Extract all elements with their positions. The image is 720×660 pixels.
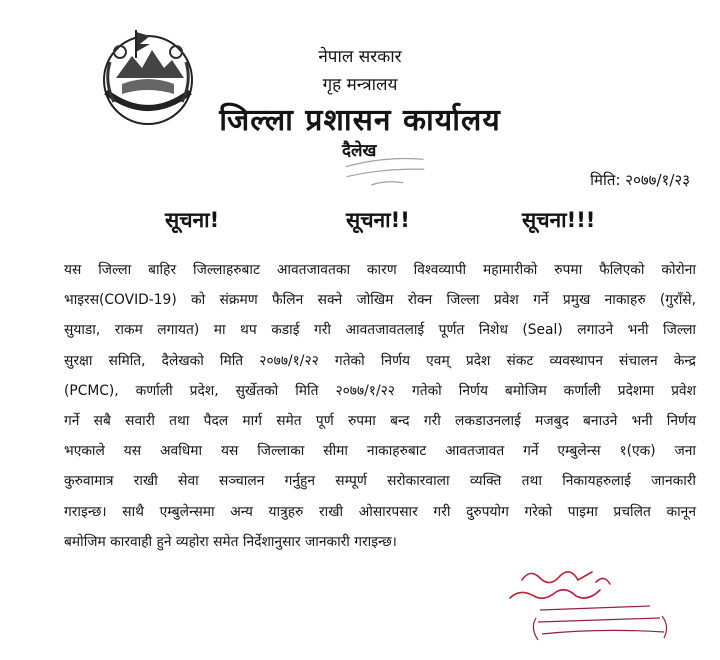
body-line: भाइरस(COVID-19) को संक्रमण फैलिन सक्ने जोखिम रोक्न जिल्ला प्रवेश गर्ने प्रमुख नाकाहरु (गुराँसे, — [64, 292, 696, 309]
body-line: सुरक्षा समिति, दैलेखको मिति २०७७/१/२२ गतेको निर्णय एवम् प्रदेश संकट व्यवस्थापन संचालन केन्द्र — [64, 352, 696, 369]
office-title: जिल्ला प्रशासन कार्यालय — [219, 103, 501, 138]
notice-heading-2: सूचना!! — [346, 208, 410, 232]
issue-date: मिति: २०७७/१/२३ — [590, 171, 690, 189]
district-name: दैलेख — [342, 141, 377, 161]
body-line: कुरुवामात्र राखी सेवा सञ्चालन गर्नुहुन सम्पूर्ण सरोकारवाला व्यक्ति तथा निकायहरुलाई जानकारी — [64, 473, 696, 490]
notice-body — [64, 255, 696, 557]
office-seal-icon — [338, 139, 431, 195]
notice-heading-1: सूचना! — [165, 208, 220, 232]
signature-stamp-icon — [500, 558, 700, 648]
body-line: भएकाले यस अवधिमा यस जिल्लाका सीमा नाकाहरुबाट आवतजावत गर्ने एम्बुलेन्स १(एक) जना — [64, 443, 696, 460]
body-line: गर्ने सबै सवारी तथा पैदल मार्ग समेत पूर्ण रुपमा बन्द गरी लकडाउनलाई मजबुद बनाउने भनी निर्णय — [64, 413, 696, 430]
body-line: गराइन्छ। साथै एम्बुलेन्समा अन्य यात्रुहरु राखी ओसारपसार गरी दुरुपयोग गरेको पाइमा प्रचलित कानून — [64, 503, 696, 520]
notice-heading-3: सूचना!!! — [522, 208, 596, 232]
body-line: बमोजिम कारवाही हुने व्यहोरा समेत निर्देशानुसार जानकारी गराइन्छ। — [64, 533, 397, 550]
government-name: नेपाल सरकार — [318, 47, 402, 67]
body-line: सुयाडा, राकम लगायत) मा थप कडाई गरी आवतजावतलाई पूर्णत निशेध (Seal) लगाउने भनी जिल्ला — [64, 322, 696, 339]
ministry-name: गृह मन्त्रालय — [322, 75, 398, 95]
body-line: (PCMC), कर्णाली प्रदेश, सुर्खेतको मिति २०७७/१/२२ गतेको निर्णय बमोजिम कर्णाली प्रदेशमा प्रवेश — [64, 382, 696, 399]
body-line: यस जिल्ला बाहिर जिल्लाहरुबाट आवतजावतका कारण विश्वव्यापी महामारीको रुपमा फैलिएको कोरोना — [64, 262, 696, 278]
